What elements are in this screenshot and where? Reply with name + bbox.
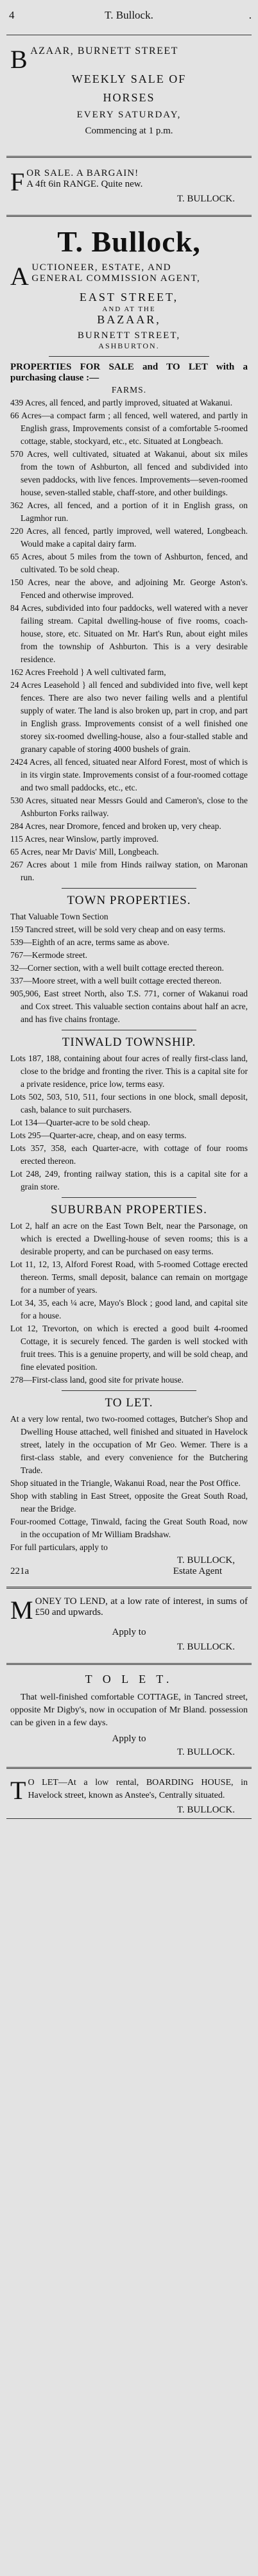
advert-ref: 221a: [10, 1566, 30, 1576]
list-item: Four-roomed Cottage, Tinwald, facing the Great South Road, now in the occupation of Mr William Bradshaw.: [10, 1517, 248, 1539]
list-item: At a very low rental, two two-roomed cottages, Butcher's Shop and Dwelling House attached, well finished and situated in Havelock street, lately in the occupation of Mr Geo. Wemer. There is a first-class stable, and every convenience for the Butchering Trade.: [10, 1414, 248, 1475]
list-item: Shop situated in the Triangle, Wakanui Road, near the Post Office.: [10, 1478, 241, 1488]
bazaar-advert: [4, 35, 254, 156]
list-item: 65 Acres, near Mr Davis' Mill, Longbeach.: [10, 847, 159, 857]
list-item: 570 Acres, well cultivated, situated at Wakanui, about six miles from the town of Ashburton, all fenced and subdivided into seven paddocks, with live fences. Improvements—seven-roomed house, seven-stalled stable, chaff-store, and other buildings.: [10, 449, 248, 497]
divider: [62, 1197, 196, 1198]
header-left: 4: [9, 9, 15, 21]
list-item: 2424 Acres, all fenced, situated near Alford Forest, most of which is in its virgin state. Improvements consist of a four-roomed cottage and two small paddocks, etc., etc.: [10, 757, 248, 792]
sale-line-2: A 4ft 6in RANGE. Quite new.: [26, 179, 143, 189]
list-item: 362 Acres, all fenced, and a portion of it in English grass, on Lagmhor run.: [10, 500, 248, 523]
to-let-heading: TO LET.: [105, 1396, 153, 1410]
town-list: [10, 923, 248, 1026]
sale-advert: [4, 158, 254, 215]
list-item: 84 Acres, subdivided into four paddocks, well watered with a never failing stream. Capital dwelling-house of five rooms, coach-house, store, etc. Situated on Mr. Hart's Run, about eight miles from the township of Ashburton. This is a very desirable residence.: [10, 603, 248, 664]
list-item: Shop with stabling in East Street, opposite the Great South Road, near the Bridge.: [10, 1491, 248, 1514]
list-item: 267 Acres about 1 mile from Hinds railway station, on Maronan run.: [10, 860, 248, 882]
advert-line-1: UCTIONEER, ESTATE, AND: [31, 262, 172, 273]
cottage-advert: [4, 1665, 254, 1767]
money-advert: [4, 1589, 254, 1663]
header-title: T. Bullock.: [105, 9, 153, 21]
bullock-advert: [4, 217, 254, 1587]
suburban-heading: SUBURBAN PROPERTIES.: [51, 1203, 207, 1216]
cottage-heading: T O L E T.: [85, 1673, 173, 1685]
advert-line-4: AND AT THE: [102, 305, 156, 313]
advert-line-5: BAZAAR,: [97, 313, 161, 326]
list-item: 159 Tancred street, will be sold very cheap and on easy terms.: [10, 925, 226, 934]
list-item: 24 Acres Leasehold } all fenced and subdivided into five, well kept fences. There are also two never failing wells and a plentiful supply of water. The land is also broken up, part in crop, and part in English grass. Improvements consist of a well finished one storey six-roomed dwelling-house, also a four-stalled stable and granary capable of storing 4000 bushels of grain.: [10, 680, 248, 754]
list-item: 439 Acres, all fenced, and partly improved, situated at Wakanui.: [10, 398, 233, 407]
list-item: Lots 187, 188, containing about four acres of really first-class land, close to the bridge and fronting the river. This is a capital site for a private residence, price low, terms easy.: [10, 1053, 248, 1089]
list-item: 337—Moore street, with a well built cottage erected thereon.: [10, 976, 222, 985]
newspaper-page: [4, 0, 254, 2576]
divider: [6, 1818, 252, 1819]
advert-signature: T. BULLOCK,: [176, 1555, 235, 1565]
bazaar-line-2: WEEKLY SALE OF: [71, 73, 187, 85]
list-item: Lot 34, 35, each ¼ acre, Mayo's Block ; good land, and capital site for a house.: [10, 1298, 248, 1320]
cottage-apply: Apply to: [112, 1734, 146, 1744]
list-item: 65 Acres, about 5 miles from the town of Ashburton, fenced, and cultivated. To be sold cheap.: [10, 552, 248, 574]
list-item: 284 Acres, near Dromore, fenced and broken up, very cheap.: [10, 821, 221, 831]
drop-cap: T: [10, 1776, 26, 1805]
farms-heading: FARMS.: [111, 385, 147, 395]
cottage-signature: T. BULLOCK.: [176, 1747, 235, 1757]
signature-row: [10, 1566, 248, 1579]
town-heading: TOWN PROPERTIES.: [67, 894, 191, 907]
town-intro: That Valuable Town Section: [10, 912, 108, 921]
list-item: 220 Acres, all fenced, partly improved, well watered, Longbeach. Would make a capital dairy farm.: [10, 526, 248, 549]
to-let-list: [10, 1413, 248, 1554]
bazaar-line-4: EVERY SATURDAY,: [76, 110, 182, 120]
sale-line-1: OR SALE. A BARGAIN!: [26, 168, 139, 178]
list-item: Lot 134—Quarter-acre to be sold cheap.: [10, 1118, 150, 1127]
list-item: 115 Acres, near Winslow, partly improved.: [10, 834, 159, 844]
drop-cap: B: [10, 45, 29, 74]
tinwald-list: [10, 1052, 248, 1193]
boarding-text: O LET—At a low rental, BOARDING HOUSE, in Havelock street, known as Anstee's, Centrally situated.: [28, 1778, 248, 1800]
list-item: 66 Acres—a compact farm ; all fenced, well watered, and partly in English grass, Improvements consist of a comfortable 5-roomed cottage, stable, stockyard, etc., etc. Situated at Longbeach.: [10, 411, 248, 446]
advert-title: T. Bullock,: [57, 225, 201, 258]
advert-line-7: ASHBURTON.: [98, 341, 160, 350]
boarding-advert: [4, 1769, 254, 1818]
tinwald-heading: TINWALD TOWNSHIP.: [62, 1036, 196, 1049]
list-item: Lot 248, 249, fronting railway station, this is a capital site for a grain store.: [10, 1169, 248, 1191]
advert-line-2: GENERAL COMMISSION AGENT,: [31, 273, 201, 284]
suburban-list: [10, 1220, 248, 1386]
page-header: [4, 0, 254, 35]
bazaar-line-1: AZAAR, BURNETT STREET: [30, 46, 178, 56]
list-item: 539—Eighth of an acre, terms same as above.: [10, 937, 169, 947]
advert-line-6: BURNETT STREET,: [77, 330, 181, 341]
sale-signature: T. BULLOCK.: [176, 194, 235, 204]
divider: [62, 888, 196, 889]
list-item: 278—First-class land, good site for private house.: [10, 1375, 184, 1385]
list-item: 32—Corner section, with a well built cottage erected thereon.: [10, 963, 224, 973]
boarding-signature: T. BULLOCK.: [176, 1805, 235, 1815]
bazaar-line-5: Commencing at 1 p.m.: [85, 126, 173, 136]
money-text: ONEY TO LEND, at a low rate of interest, in sums of £50 and upwards.: [35, 1596, 248, 1617]
properties-heading: PROPERTIES FOR SALE and TO LET with a purchasing clause :—: [10, 362, 248, 383]
list-item: Lots 357, 358, each Quarter-acre, with cottage of four rooms erected thereon.: [10, 1143, 248, 1166]
list-item: Lots 502, 503, 510, 511, four sections in one block, small deposit, cash, balance to suit purchasers.: [10, 1092, 248, 1114]
money-signature: T. BULLOCK.: [176, 1642, 235, 1652]
advert-agent: Estate Agent: [173, 1566, 222, 1576]
money-apply: Apply to: [112, 1627, 146, 1637]
list-item: Lot 12, Trevorton, on which is erected a good built 4-roomed Cottage, it is securely fenced. The garden is well stocked with fruit trees. This is a genuine property, and will be sold cheap, and fine elevated position.: [10, 1324, 248, 1372]
divider: [49, 356, 209, 357]
list-item: 530 Acres, situated near Messrs Gould and Cameron's, close to the Ashburton Forks railway.: [10, 796, 248, 818]
list-item: 150 Acres, near the above, and adjoining Mr. George Aston's. Fenced and otherwise improved.: [10, 577, 248, 600]
list-item: Lot 2, half an acre on the East Town Belt, near the Parsonage, on which is erected a Dwelling-house of seven rooms; this is a desirable property, and can be purchased on easy terms.: [10, 1221, 248, 1256]
drop-cap: A: [10, 262, 30, 291]
list-item: For full particulars, apply to: [10, 1542, 108, 1552]
header-right: .: [248, 9, 252, 21]
farms-list: [10, 397, 248, 884]
drop-cap: F: [10, 167, 25, 196]
advert-line-3: EAST STREET,: [79, 291, 179, 303]
list-item: Lots 295—Quarter-acre, cheap, and on easy terms.: [10, 1130, 187, 1140]
list-item: 162 Acres Freehold } A well cultivated farm,: [10, 667, 166, 677]
list-item: 767—Kermode street.: [10, 950, 87, 960]
drop-cap: M: [10, 1596, 33, 1625]
divider: [62, 1390, 196, 1391]
cottage-text: That well-finished comfortable COTTAGE, in Tancred street, opposite Mr Digby's, now in occupation of Mr Bland. possession can be given in a few days.: [10, 1693, 248, 1728]
list-item: 905,906, East street North, also T.S. 771, corner of Wakanui road and Cox street. This valuable section contains about half an acre, and has five chains frontage.: [10, 989, 248, 1024]
list-item: Lot 11, 12, 13, Alford Forest Road, with 5-roomed Cottage erected thereon. Terms, small deposit, balance can remain on mortgage for a number of years.: [10, 1259, 248, 1295]
bazaar-line-3: HORSES: [103, 91, 155, 104]
